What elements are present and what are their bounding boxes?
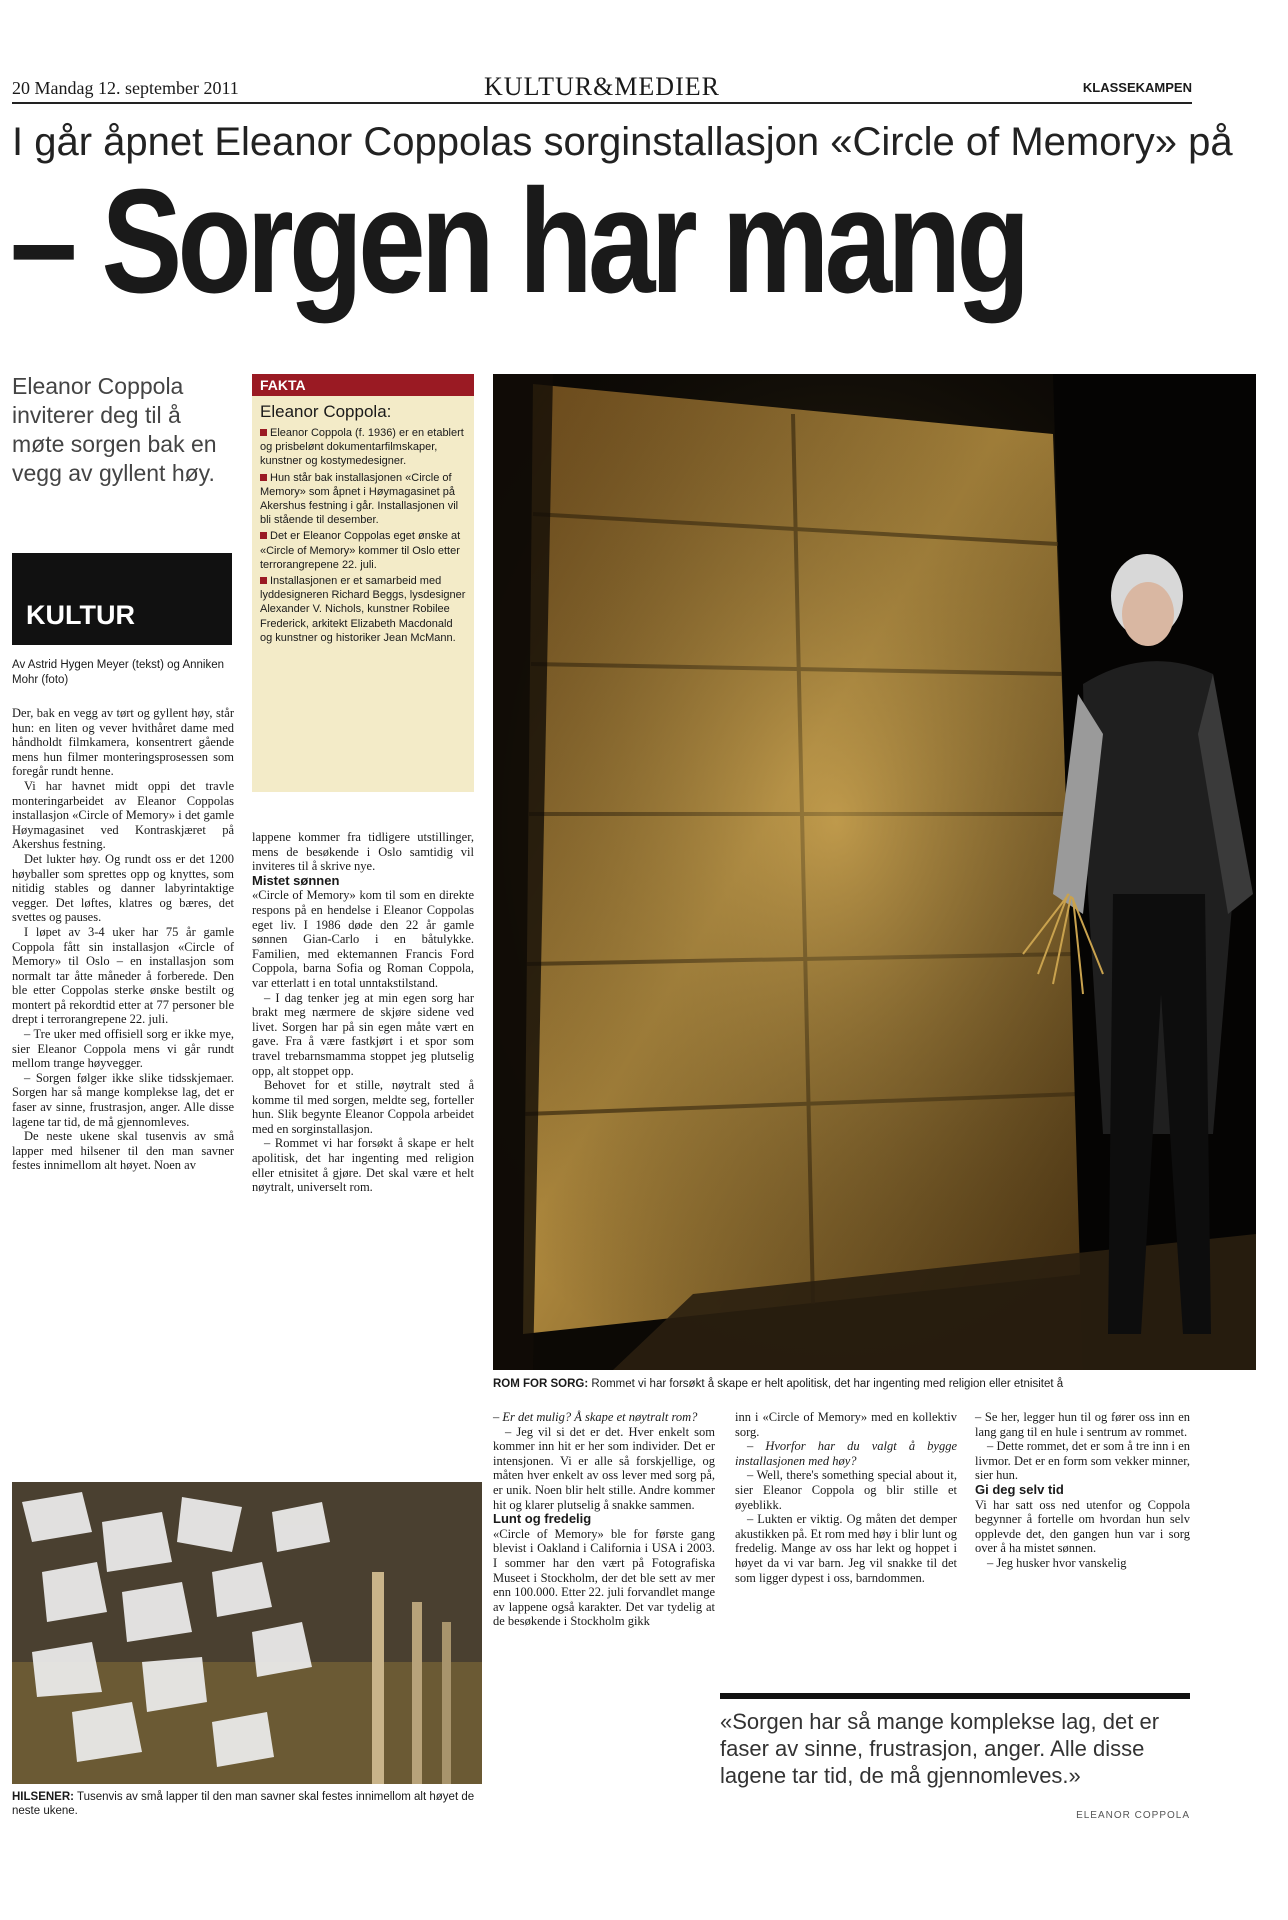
subheading: Mistet sønnen <box>252 872 340 888</box>
main-photo <box>493 374 1256 1370</box>
notes-photo-caption: HILSENER: Tusenvis av små lapper til den man savner skal festes innimellom alt høyet de neste ukene. <box>12 1791 475 1817</box>
fakta-item: Hun står bak installasjonen «Circle of Memory» som åpnet i Høymagasinet på Akershus festning i går. Installasjonen vil bli stående til desember. <box>260 471 459 527</box>
article-column-1 <box>12 706 234 1173</box>
fakta-item: Installasjonen er et samarbeid med lyddesigneren Richard Beggs, lysdesigner Alexander V. Nichols, kunstner Robilee Frederick, arkitekt Elizabeth Macdonald og kunstner og historiker Jean McMann. <box>260 575 466 644</box>
article-paragraph: – Tre uker med offisiell sorg er ikke mye, sier Eleanor Coppola mens vi går rundt mellom trange høyvegger. <box>12 1027 234 1071</box>
kultur-label-box <box>12 553 232 645</box>
article-paragraph: – Sorgen følger ikke slike tidsskjemaer. Sorgen har så mange komplekse lag, det er faser av sinne, frustrasjon, anger. Alle disse lagene tar tid, de må gjennomleves. <box>12 1070 234 1129</box>
article-paragraph: – Jeg husker hvor vanskelig <box>987 1555 1127 1570</box>
headline: – Sorgen har mang <box>10 159 1026 324</box>
article-paragraph: «Circle of Memory» kom til som en direkte respons på en hendelse i Eleanor Coppolas eget liv. I 1986 døde den 22 år gamle sønnen Gian-Carlo i en båtulykke. Familien, med ektemannen Francis Ford Coppola, barna Sofia og Roman Coppola, var etterlatt i en total unntakstilstand. <box>252 888 474 990</box>
fakta-item: Det er Eleanor Coppolas eget ønske at «Circle of Memory» kommer til Oslo etter terrorangrepene 22. juli. <box>260 530 461 571</box>
article-question: – Er det mulig? Å skape et nøytralt rom? <box>493 1410 698 1424</box>
article-paragraph: Behovet for et stille, nøytralt sted å komme til med sorgen, meldte seg, forteller hun. Slik begynte Eleanor Coppola arbeidet med en sorginstallasjon. <box>252 1078 474 1136</box>
article-column-5 <box>975 1410 1190 1571</box>
subheading: Lunt og fredelig <box>493 1511 592 1527</box>
lede: Eleanor Coppola inviterer deg til å møte sorgen bak en vegg av gyllent høy. <box>12 373 217 486</box>
fakta-label: FAKTA <box>252 374 474 396</box>
article-paragraph: Vi har satt oss ned utenfor og Coppola begynner å fortelle om hvordan hun selv opplevde det, den gangen hun var i sorg over å ha mistet sønnen. <box>975 1497 1190 1556</box>
kultur-label: KULTUR <box>26 600 135 630</box>
article-paragraph: – Well, there's something special about it, sier Eleanor Coppola og blir stille et øyeblikk. <box>735 1468 957 1512</box>
subheading: Gi deg selv tid <box>975 1481 1064 1497</box>
article-paragraph: I løpet av 3-4 uker har 75 år gamle Coppola fått sin installasjon «Circle of Memory» til Oslo – en installasjon som normalt tar åtte måneder å forberede. Den ble etter Coppolas sterke ønske bestilt og montert på rekordtid etter at 77 personer ble drept i terrorangrepene 22. juli. <box>12 924 234 1027</box>
main-photo-caption: ROM FOR SORG: Rommet vi har forsøkt å skape er helt apolitisk, det har ingenting med religion eller etnisitet å <box>493 1378 1064 1390</box>
article-column-4 <box>735 1410 957 1585</box>
article-paragraph: – Dette rommet, det er som å tre inn i en livmor. Det er en form som vekker minner, sier hun. <box>975 1439 1190 1483</box>
bullet-square-icon <box>260 429 267 436</box>
article-paragraph: – Rommet vi har forsøkt å skape er helt apolitisk, det har ingenting med religion eller etnisitet å gjøre. Det skal være et helt nøytralt, universelt rom. <box>252 1136 474 1195</box>
fakta-box <box>252 374 474 792</box>
article-paragraph: Det lukter høy. Og rundt oss er det 1200 høyballer som sprettes opp og knyttes, som nitidig stables og danner labyrintaktige vegger. Det løftes, klatres og bæres, det svettes og pauses. <box>12 851 234 925</box>
notes-photo <box>12 1482 482 1784</box>
bullet-square-icon <box>260 474 267 481</box>
newspaper-name: KLASSEKAMPEN <box>1082 80 1192 95</box>
quote-divider <box>720 1693 1190 1699</box>
article-question: – Hvorfor har du valgt å bygge installasjonen med høy? <box>735 1439 957 1468</box>
page-number-date: 20 Mandag 12. september 2011 <box>12 78 239 98</box>
masthead <box>12 72 1192 104</box>
kicker: I går åpnet Eleanor Coppolas sorginstallasjon «Circle of Memory» på <box>12 120 1233 164</box>
fakta-list <box>260 426 466 647</box>
article-paragraph: lappene kommer fra tidligere utstillinger, mens de besøkende i Oslo samtidig vil inviteres til å skrive nye. <box>252 830 474 874</box>
article-paragraph: Vi har havnet midt oppi det travle monteringarbeidet av Eleanor Coppolas installasjon «Circle of Memory» i det gamle Høymagasinet ved Kontraskjæret på Akershus festning. <box>12 778 234 852</box>
article-paragraph: – Lukten er viktig. Og måten det demper akustikken på. Et rom med høy i blir lunt og fredelig. Mange av oss har lekt og hoppet i høyet da vi var barn. Jeg vil snakke til det som ligger dypest i oss, barndommen. <box>735 1512 957 1585</box>
paper-notes-photo <box>12 1482 482 1784</box>
article-paragraph: Der, bak en vegg av tørt og gyllent høy, står hun: en liten og vever hvithåret dame med håndholdt filmkamera, konsentrert gående mens hun filmer monteringsprosessen som foregår rundt henne. <box>12 706 234 779</box>
article-paragraph: – I dag tenker jeg at min egen sorg har brakt meg nærmere de skjøre sidene ved livet. Sorgen har på sin egen måte vært en gave. Fra å være fastkjørt i et spor som travel trebarnsmamma stoppet jeg plutselig opp, alt stoppet opp. <box>252 990 474 1078</box>
pull-quote-attribution: ELEANOR COPPOLA <box>1076 1810 1190 1821</box>
article-paragraph: «Circle of Memory» ble for første gang blevist i Oakland i California i USA i 2003. I sommer har den vært på Fotografiska Museet i Stockholm, der det ble sett av mer enn 100.000. Etter 22. juli forvandlet mange av lappene også karakter. Det var tydelig at de besøkende i Stockholm gikk <box>493 1526 715 1629</box>
pull-quote: «Sorgen har så mange komplekse lag, det er faser av sinne, frustrasjon, anger. Alle disse lagene tar tid, de må gjennomleves.» <box>720 1709 1160 1788</box>
bullet-square-icon <box>260 577 267 584</box>
article-column-2 <box>252 830 474 1195</box>
bullet-square-icon <box>260 532 267 539</box>
article-paragraph: De neste ukene skal tusenvis av små lapper med hilsener til den man savner festes innimellom alt høyet. Noen av <box>12 1129 234 1173</box>
article-paragraph: inn i «Circle of Memory» med en kollektiv sorg. <box>735 1410 957 1439</box>
hay-bales-photo <box>493 374 1256 1370</box>
article-paragraph: – Jeg vil si det er det. Hver enkelt som kommer inn hit er her som individer. Det er intensjonen. Vi er alle så forskjellige, og måten hver enkelt av oss lever med sorg på, er unik. Noen blir helt stille. Andre kommer hit og klarer plutselig å snakke sammen. <box>493 1424 715 1512</box>
section-title: KULTUR&MEDIER <box>484 72 720 101</box>
fakta-title: Eleanor Coppola: <box>260 402 392 421</box>
fakta-item: Eleanor Coppola (f. 1936) er en etablert og prisbelønt dokumentarfilmskaper, kunstner og kostymedesigner. <box>260 427 464 468</box>
article-paragraph: – Se her, legger hun til og fører oss inn en lang gang til en hule i sentrum av rommet. <box>975 1410 1190 1439</box>
byline: Av Astrid Hygen Meyer (tekst) og Anniken Mohr (foto) <box>12 659 224 686</box>
article-column-3 <box>493 1410 715 1629</box>
